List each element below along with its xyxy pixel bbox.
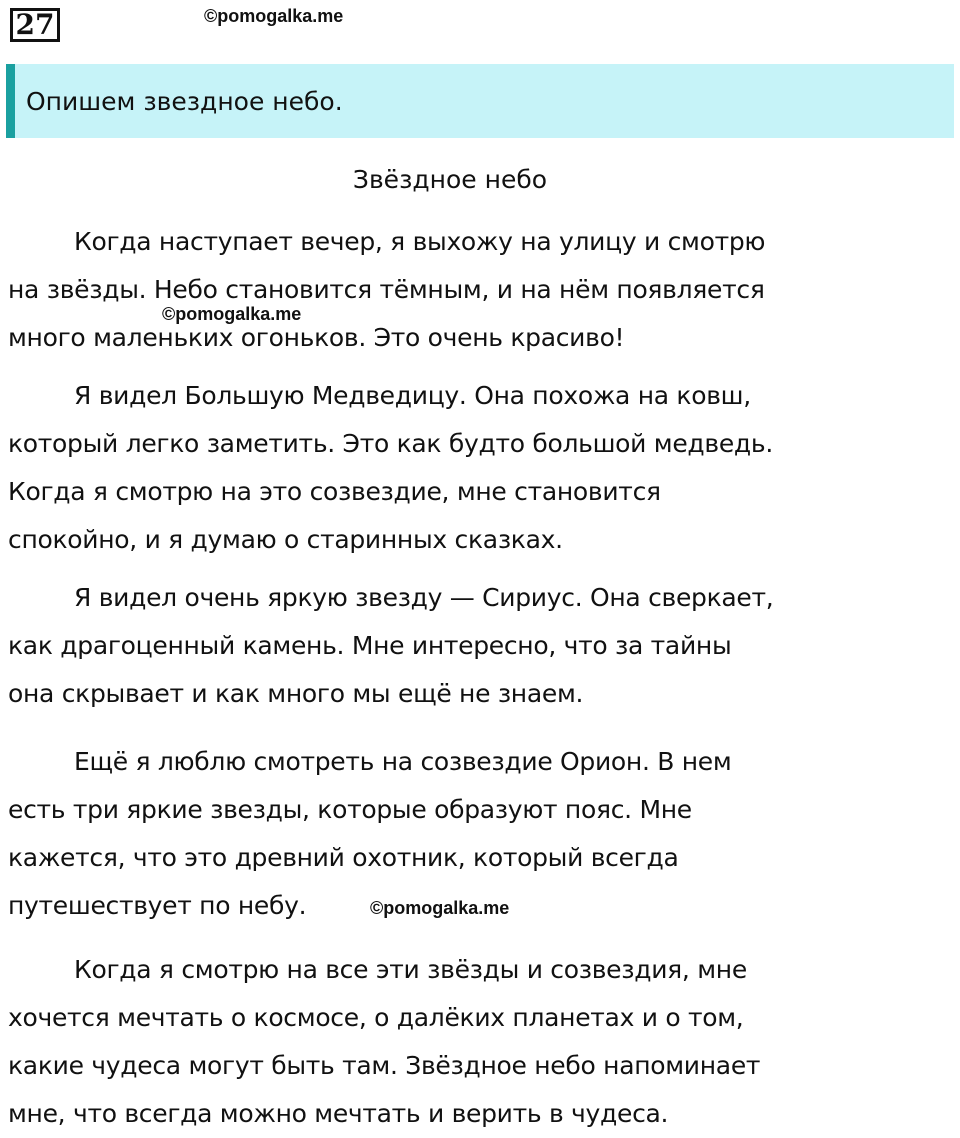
paragraph-line: Когда я смотрю на все эти звёзды и созвездия, мне: [74, 955, 747, 984]
task-instruction: Опишем звездное небо.: [26, 86, 343, 116]
paragraph-line: хочется мечтать о космосе, о далёких планетах и о том,: [8, 1003, 744, 1032]
paragraph-5: [8, 946, 953, 1138]
paragraph-line: есть три яркие звезды, которые образуют пояс. Мне: [8, 795, 692, 824]
paragraph-line: кажется, что это древний охотник, который всегда: [8, 843, 679, 872]
paragraph-line: Я видел очень яркую звезду — Сириус. Она сверкает,: [74, 583, 774, 612]
paragraph-line: мне, что всегда можно мечтать и верить в чудеса.: [8, 1099, 669, 1128]
paragraph-line: Я видел Большую Медведицу. Она похожа на ковш,: [74, 381, 751, 410]
paragraph-line: Когда я смотрю на это созвездие, мне становится: [8, 477, 661, 506]
task-banner: [6, 64, 954, 138]
paragraph-3: [8, 574, 953, 718]
paragraph-line: много маленьких огоньков. Это очень красиво!: [8, 323, 625, 352]
paragraph-line: какие чудеса могут быть там. Звёздное небо напоминает: [8, 1051, 761, 1080]
essay-title: Звёздное небо: [352, 165, 548, 194]
task-number-badge: 27: [10, 8, 60, 42]
paragraph-line: она скрывает и как много мы ещё не знаем.: [8, 679, 584, 708]
paragraph-line: на звёзды. Небо становится тёмным, и на нём появляется: [8, 275, 765, 304]
paragraph-line: как драгоценный камень. Мне интересно, что за тайны: [8, 631, 732, 660]
paragraph-2: [8, 372, 953, 564]
watermark-middle: ©pomogalka.me: [162, 304, 302, 324]
paragraph-line: Ещё я люблю смотреть на созвездие Орион. В нем: [74, 747, 732, 776]
paragraph-line: Когда наступает вечер, я выхожу на улицу и смотрю: [74, 227, 766, 256]
paragraph-line: путешествует по небу.: [8, 891, 307, 920]
watermark-bottom: ©pomogalka.me: [370, 898, 510, 918]
paragraph-line: спокойно, и я думаю о старинных сказках.: [8, 525, 563, 554]
watermark-top: ©pomogalka.me: [204, 6, 344, 26]
paragraph-line: который легко заметить. Это как будто большой медведь.: [8, 429, 773, 458]
paragraph-1: [8, 218, 953, 362]
